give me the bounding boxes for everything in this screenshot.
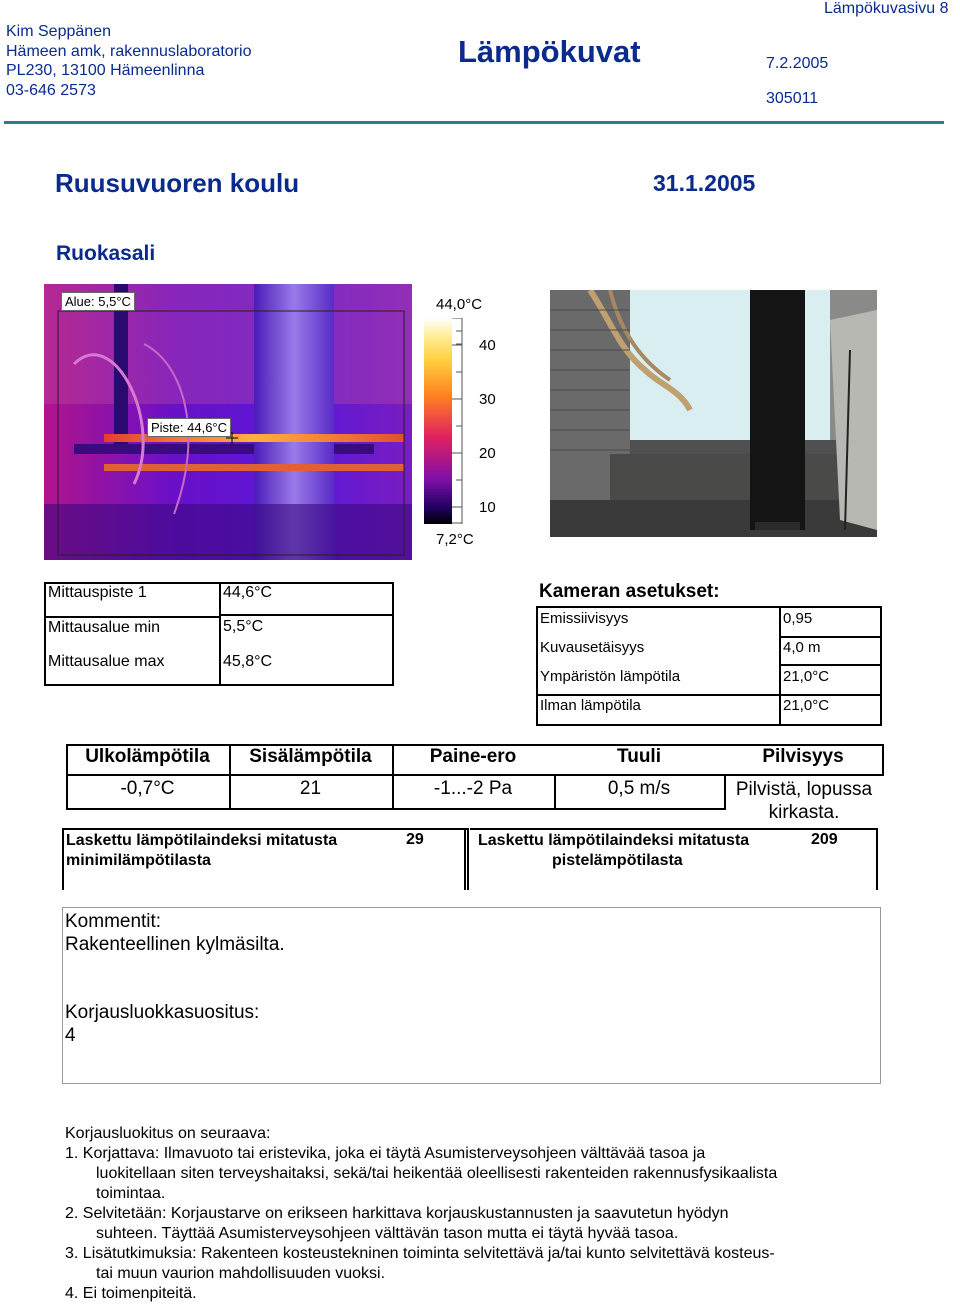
site-date: 31.1.2005 (653, 170, 756, 196)
index-double-line (464, 828, 469, 890)
indoor-temp: 21 (299, 778, 322, 799)
index-line (470, 828, 878, 830)
camera-row-line (536, 694, 882, 696)
classification-line: suhteen. Täyttää Asumisterveysohjeen välttävän tason mutta ei täytä hyvää tasoa. (96, 1225, 679, 1242)
camera-label: Ilman lämpötila (540, 697, 641, 714)
author-name: Kim Seppänen (6, 23, 111, 40)
author-block (6, 22, 251, 100)
conditions-mid-line (66, 774, 884, 776)
cloudiness: Pilvistä, lopussa kirkasta. (735, 779, 873, 823)
scale-tick-10: 10 (479, 499, 496, 516)
conditions-header: Sisälämpötila (249, 746, 372, 767)
site-name: Ruusuvuoren koulu (55, 168, 300, 198)
color-scale (424, 318, 452, 524)
scale-max: 44,0°C (436, 296, 483, 313)
point-index-label-line: pistelämpötilasta (552, 852, 683, 869)
point-index-value: 209 (811, 831, 838, 848)
page-label: Lämpökuvasivu 8 (824, 0, 949, 17)
scale-min: 7,2°C (436, 531, 474, 548)
camera-label: Emissiivisyys (540, 610, 629, 627)
organization: Hämeen amk, rakennuslaboratorio (6, 42, 252, 60)
min-index-label-line: minimilämpötilasta (66, 852, 211, 869)
classification-line: tai muun vaurion mahdollisuuden vuoksi. (96, 1265, 386, 1282)
measurement-label: Mittauspiste 1 (48, 584, 147, 601)
wind: 0,5 m/s (607, 778, 671, 799)
point-index-label-line: Laskettu lämpötilaindeksi mitatusta (478, 832, 750, 849)
classification-line: 4. Ei toimenpiteitä. (65, 1285, 197, 1302)
measurement-value: 5,5°C (223, 618, 264, 635)
report-date: 7.2.2005 (766, 55, 829, 72)
outdoor-temp: -0,7°C (120, 778, 175, 799)
camera-value: 21,0°C (783, 668, 830, 685)
comments-text: Rakenteellinen kylmäsilta. (65, 934, 285, 955)
page-title: Lämpökuvat (458, 34, 641, 69)
measurement-row-line (219, 614, 394, 616)
camera-row-line (779, 664, 882, 666)
camera-label: Kuvausetäisyys (540, 639, 645, 656)
pressure-diff: -1...-2 Pa (433, 778, 513, 799)
phone: 03-646 2573 (6, 81, 96, 99)
comments-title: Kommentit: (65, 911, 162, 932)
index-line (62, 828, 64, 890)
conditions-bottom-line (66, 808, 726, 810)
classification-line: toimintaa. (96, 1185, 166, 1202)
classification-block (65, 1124, 777, 1304)
camera-label: Ympäristön lämpötila (540, 668, 681, 685)
camera-value: 0,95 (783, 610, 813, 627)
measurement-divider (219, 582, 221, 686)
area-label: Alue: 5,5°C (61, 292, 135, 311)
index-line (876, 828, 878, 890)
camera-value: 21,0°C (783, 697, 830, 714)
room-name: Ruokasali (56, 242, 156, 265)
address: PL230, 13100 Hämeenlinna (6, 62, 205, 79)
classification-line: luokitellaan siten terveyshaitaksi, sekä/tai heikentää oleellisesti rakenteiden rakennusfysikaalista (96, 1165, 778, 1182)
camera-title: Kameran asetukset: (539, 581, 720, 602)
conditions-header: Tuuli (617, 746, 661, 767)
measurement-value: 44,6°C (223, 584, 273, 601)
comments-block (65, 910, 285, 956)
classification-line: 1. Korjattava: Ilmavuoto tai eristevika, joka ei täytä Asumisterveysohjeen välttävää tasoa ja (65, 1145, 706, 1162)
index-line (62, 828, 469, 830)
scale-tick-20: 20 (479, 445, 496, 462)
conditions-header: Paine-ero (429, 746, 517, 767)
conditions-header: Ulkolämpötila (85, 746, 210, 767)
classification-line: 2. Selvitetään: Korjaustarve on erikseen harkittava korjauskustannusten ja saavutetun hyödyn (65, 1205, 729, 1222)
measurement-label: Mittausalue min (48, 619, 161, 636)
min-index-value: 29 (406, 831, 424, 848)
conditions-header: Pilvisyys (762, 746, 844, 767)
measurement-label: Mittausalue max (48, 653, 165, 670)
point-index-label (478, 831, 749, 871)
min-index-label-line: Laskettu lämpötilaindeksi mitatusta (66, 832, 338, 849)
measurement-value: 45,8°C (223, 653, 273, 670)
camera-row-line (779, 636, 882, 638)
conditions-col-line (882, 744, 884, 776)
repair-class-value: 4 (65, 1025, 76, 1046)
header-divider (4, 121, 944, 124)
scale-tick-30: 30 (479, 391, 496, 408)
classification-title: Korjausluokitus on seuraava: (65, 1125, 271, 1142)
report-number: 305011 (766, 90, 819, 107)
measurement-row-line (44, 616, 221, 618)
camera-divider (779, 606, 781, 726)
thermal-image (44, 284, 412, 560)
scale-ticks (452, 318, 472, 524)
camera-value: 4,0 m (783, 639, 821, 656)
repair-class-title: Korjausluokkasuositus: (65, 1002, 260, 1023)
classification-line: 3. Lisätutkimuksia: Rakenteen kosteustekninen toiminta selvitettävä ja/tai kunto selvitettävä kosteus- (65, 1245, 775, 1262)
repair-class-block (65, 1001, 259, 1047)
visual-photo (550, 290, 877, 537)
scale-tick-40: 40 (479, 337, 496, 354)
min-index-label (66, 831, 337, 871)
point-label: Piste: 44,6°C (147, 418, 231, 437)
